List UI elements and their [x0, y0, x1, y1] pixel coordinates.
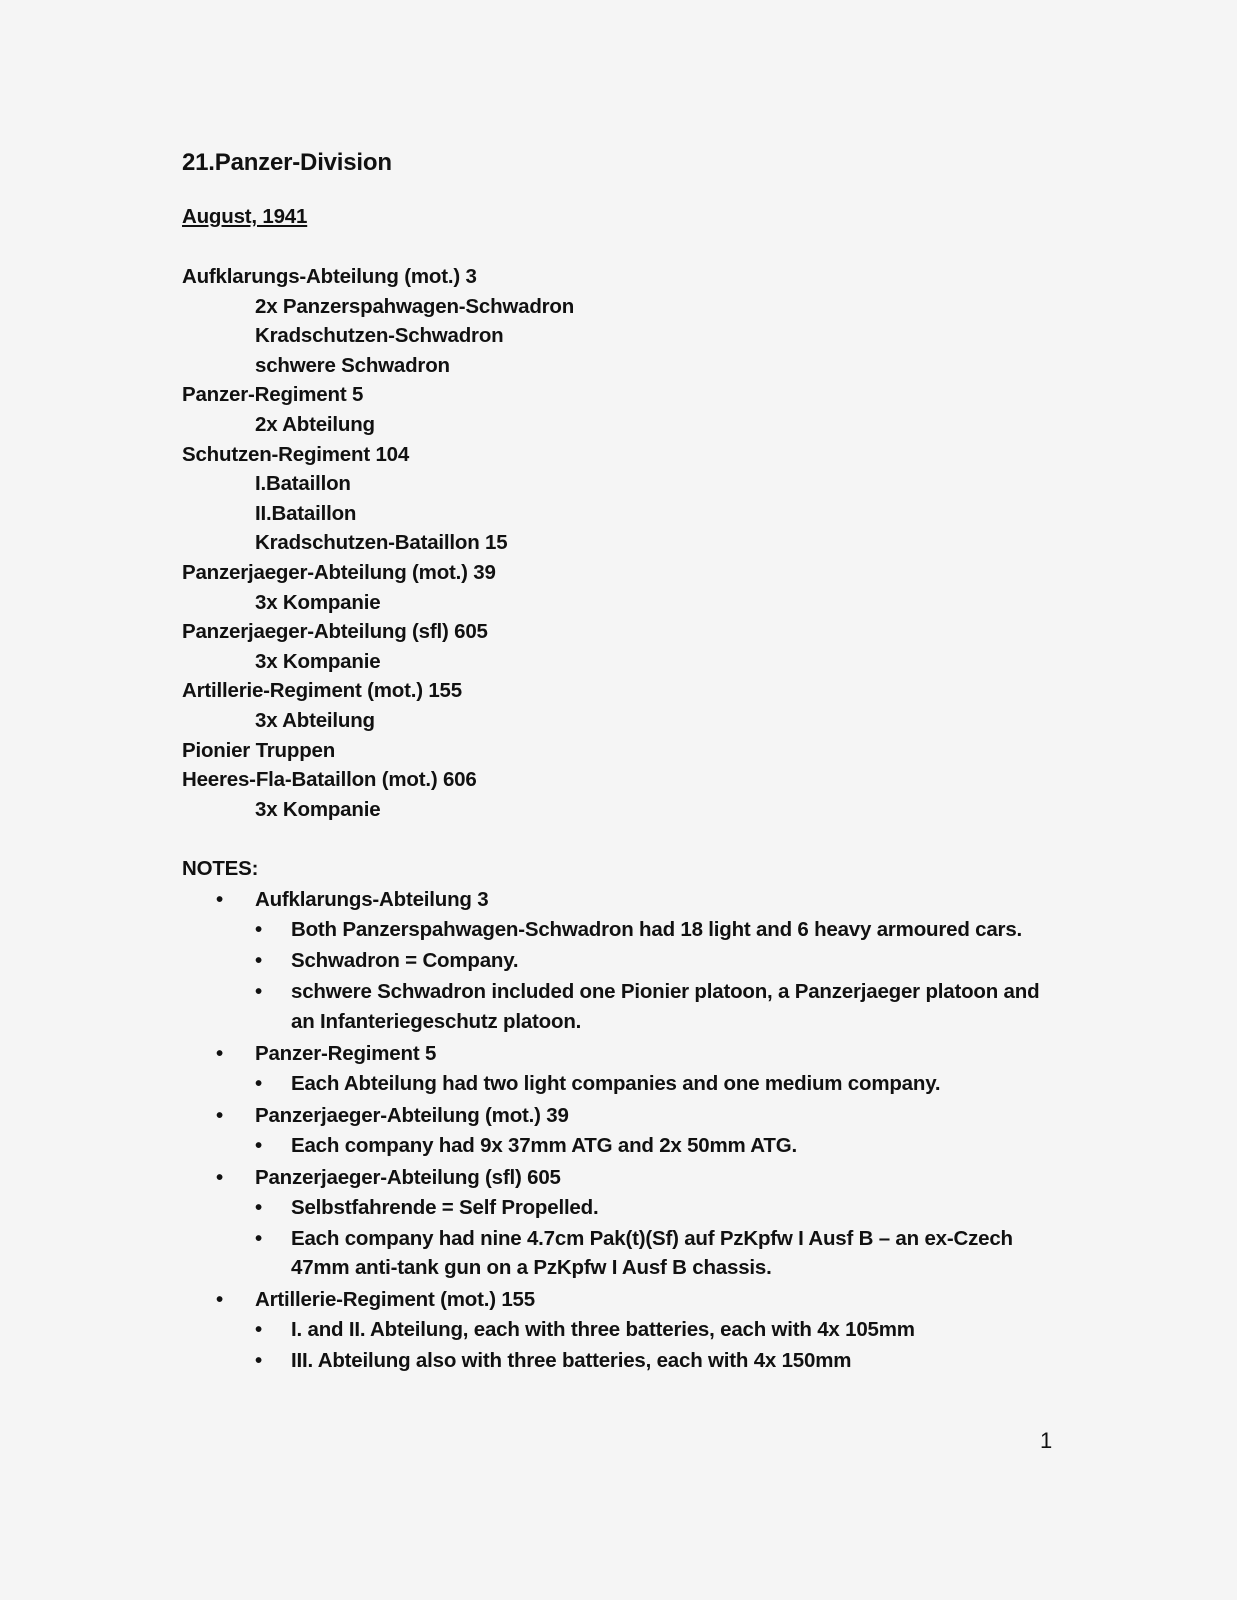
oob-unit: Aufklarungs-Abteilung (mot.) 3	[182, 265, 477, 288]
note-heading: Artillerie-Regiment (mot.) 155	[255, 1288, 535, 1312]
oob-unit: Panzerjaeger-Abteilung (sfl) 605	[182, 620, 488, 644]
note-subitem: • Each company had 9x 37mm ATG and 2x 50mm ATG.	[255, 1131, 1062, 1161]
oob-subunit: 2x Abteilung	[255, 412, 375, 436]
note-sublist	[255, 1193, 1062, 1283]
note-item	[182, 884, 1062, 1036]
note-item	[182, 1284, 1062, 1376]
oob-subunit: 3x Kompanie	[255, 797, 381, 821]
order-of-battle	[182, 262, 1062, 824]
oob-subunit: 3x Abteilung	[255, 708, 375, 732]
oob-unit: Artillerie-Regiment (mot.) 155	[182, 679, 462, 703]
note-subitem: • Selbstfahrende = Self Propelled.	[255, 1193, 1062, 1223]
oob-unit: Heeres-Fla-Bataillon (mot.) 606	[182, 768, 477, 792]
page-number: 1	[1040, 1428, 1053, 1453]
note-heading: Aufklarungs-Abteilung 3	[255, 888, 489, 912]
note-item	[182, 1100, 1062, 1161]
note-sublist	[255, 1131, 1062, 1161]
note-subitem: • Each Abteilung had two light companies and one medium company.	[255, 1069, 1062, 1099]
note-subitem: • Schwadron = Company.	[255, 946, 1062, 976]
note-heading: Panzerjaeger-Abteilung (mot.) 39	[255, 1103, 569, 1127]
oob-unit: Panzerjaeger-Abteilung (mot.) 39	[182, 560, 496, 584]
document-page	[182, 146, 1062, 1377]
note-subitem: • Each company had nine 4.7cm Pak(t)(Sf) auf PzKpfw I Ausf B – an ex-Czech 47mm anti-tank gun on a PzKpfw I Ausf B chassis.	[255, 1224, 1062, 1283]
document-title: 21.Panzer-Division	[182, 149, 392, 176]
notes-list	[182, 884, 1062, 1376]
note-subitem: • III. Abteilung also with three batteries, each with 4x 150mm	[255, 1346, 1062, 1376]
note-sublist	[255, 915, 1062, 1036]
note-heading: Panzerjaeger-Abteilung (sfl) 605	[255, 1165, 561, 1189]
notes-heading: NOTES:	[182, 857, 259, 881]
note-item	[182, 1162, 1062, 1283]
oob-subunit: Kradschutzen-Bataillon 15	[255, 531, 508, 555]
oob-subunit: I.Bataillon	[255, 472, 351, 496]
oob-unit: Panzer-Regiment 5	[182, 383, 364, 407]
document-date: August, 1941	[182, 205, 308, 228]
note-subitem: • schwere Schwadron included one Pionier platoon, a Panzerjaeger platoon and an Infanteriegeschutz platoon.	[255, 977, 1062, 1036]
oob-subunit: II.Bataillon	[255, 501, 357, 525]
note-subitem: • I. and II. Abteilung, each with three batteries, each with 4x 105mm	[255, 1315, 1062, 1345]
note-heading: Panzer-Regiment 5	[255, 1041, 437, 1065]
oob-subunit: 2x Panzerspahwagen-Schwadron	[255, 294, 575, 318]
note-subitem: • Both Panzerspahwagen-Schwadron had 18 light and 6 heavy armoured cars.	[255, 915, 1062, 945]
note-sublist	[255, 1069, 1062, 1099]
oob-unit: Pionier Truppen	[182, 738, 336, 762]
oob-subunit: 3x Kompanie	[255, 590, 381, 614]
oob-subunit: schwere Schwadron	[255, 353, 450, 377]
note-sublist	[255, 1315, 1062, 1376]
oob-unit: Schutzen-Regiment 104	[182, 442, 410, 466]
oob-subunit: 3x Kompanie	[255, 649, 381, 673]
oob-subunit: Kradschutzen-Schwadron	[255, 324, 504, 348]
note-item	[182, 1038, 1062, 1099]
